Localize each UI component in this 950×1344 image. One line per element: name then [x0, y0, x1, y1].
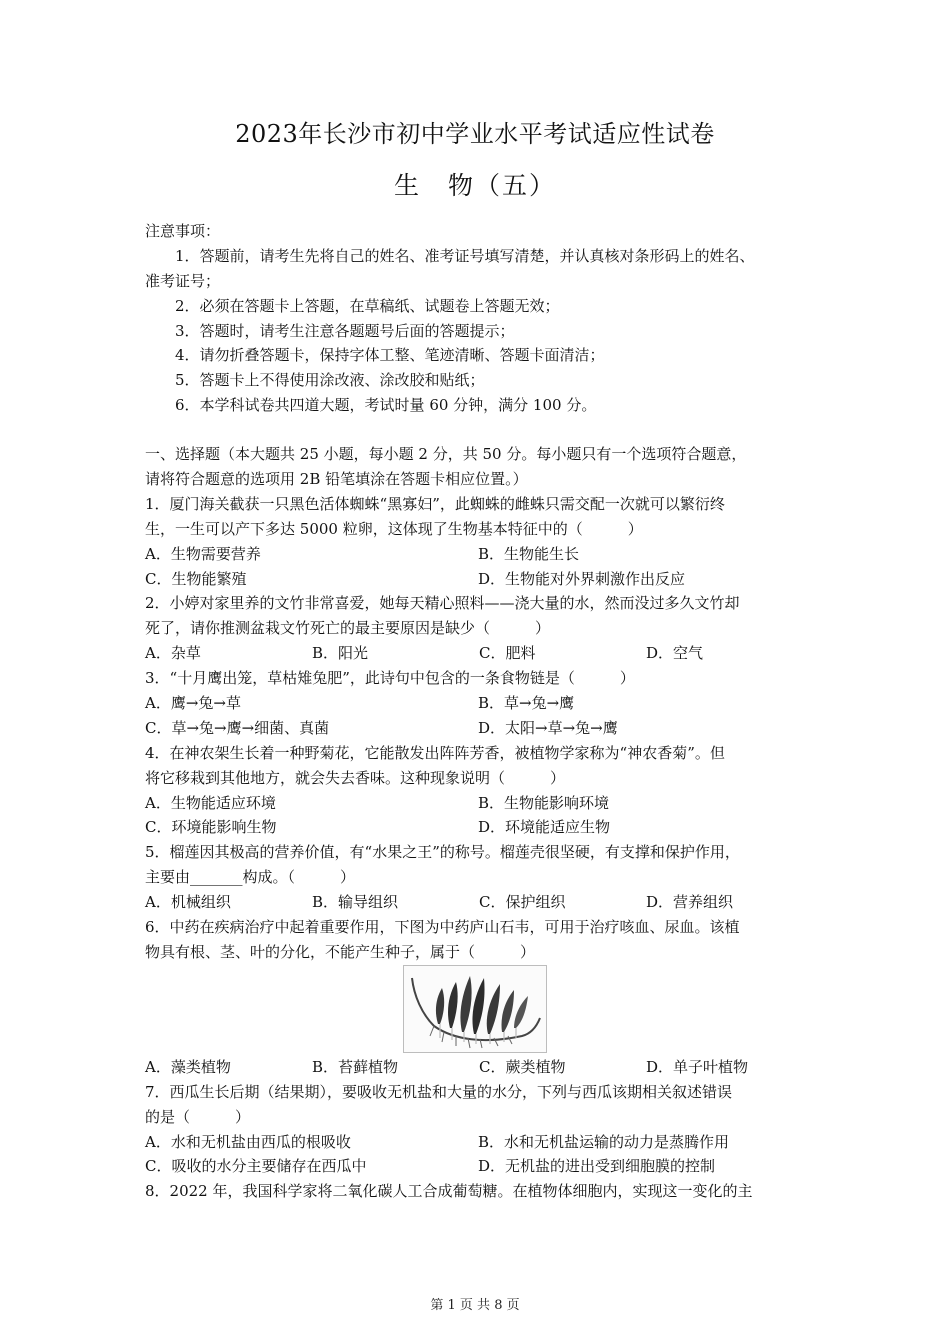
option-b: B．水和无机盐运输的动力是蒸腾作用: [478, 1132, 730, 1151]
option-a: A．鹰→兔→草: [145, 694, 241, 713]
option-a: A．生物能适应环境: [145, 793, 276, 812]
question-stem: 物具有根、茎、叶的分化，不能产生种子，属于（ ）: [145, 942, 536, 961]
question-stem: 主要由_______构成。（ ）: [145, 868, 356, 887]
option-c: C．生物能繁殖: [145, 569, 247, 588]
option-row: [145, 1154, 810, 1179]
question-stem: 将它移栽到其他地方，就会失去香味。这种现象说明（ ）: [145, 768, 566, 787]
question-stem: 3．“十月鹰出笼，草枯雉兔肥”，此诗句中包含的一条食物链是（ ）: [145, 669, 635, 688]
option-b: B．阳光: [312, 644, 369, 663]
question-stem: 8．2022 年，我国科学家将二氧化碳人工合成葡萄糖。在植物体细胞内，实现这一变化的主: [145, 1182, 753, 1201]
option-c: C．环境能影响生物: [145, 818, 277, 837]
option-b: B．苔藓植物: [312, 1057, 399, 1076]
notice-item: 5．答题卡上不得使用涂改液、涂改胶和贴纸；: [175, 371, 485, 390]
option-d: D．空气: [646, 644, 704, 663]
option-row: [145, 567, 810, 592]
question-stem: 5．榴莲因其极高的营养价值，有“水果之王”的称号。榴莲壳很坚硬，有支撑和保护作用，: [145, 843, 740, 862]
question-stem: 6．中药在疾病治疗中起着重要作用，下图为中药庐山石韦，可用于治疗咳血、尿血。该植: [145, 918, 740, 937]
page-title: 2023年长沙市初中学业水平考试适应性试卷: [235, 120, 715, 148]
notice-item: 6．本学科试卷共四道大题，考试时量 60 分钟，满分 100 分。: [175, 396, 597, 415]
option-c: C．肥料: [479, 644, 536, 663]
notice-item: 2．必须在答题卡上答题，在草稿纸、试题卷上答题无效；: [175, 296, 560, 315]
option-row: [145, 691, 810, 716]
section-heading: 一、选择题（本大题共 25 小题，每小题 2 分，共 50 分。每小题只有一个选项符合题意，: [145, 445, 747, 464]
option-d: D．无机盐的进出受到细胞膜的控制: [478, 1157, 716, 1176]
fern-illustration: [404, 966, 546, 1052]
notice-item-continued: 准考证号；: [145, 271, 221, 290]
option-d: D．太阳→草→兔→鹰: [478, 718, 618, 737]
question-stem: 的是（ ）: [145, 1107, 251, 1126]
exam-content: [145, 219, 810, 1204]
option-row: [145, 1055, 810, 1080]
option-a: A．生物需要营养: [145, 544, 261, 563]
notice-heading: 注意事项：: [145, 222, 221, 240]
notice-item: 3．答题时，请考生注意各题题号后面的答题提示；: [175, 321, 515, 340]
notice-item: 4．请勿折叠答题卡，保持字体工整、笔迹清晰、答题卡面清洁；: [175, 346, 605, 365]
option-b: B．生物能生长: [478, 544, 580, 563]
option-c: C．蕨类植物: [479, 1057, 566, 1076]
question-stem: 7．西瓜生长后期（结果期），要吸收无机盐和大量的水分，下列与西瓜该期相关叙述错误: [145, 1082, 733, 1101]
option-a: A．藻类植物: [145, 1057, 231, 1076]
fern-plant-figure: [403, 965, 547, 1053]
option-row: [145, 542, 810, 567]
option-row: [145, 716, 810, 741]
option-row: [145, 641, 810, 666]
option-d: D．营养组织: [646, 893, 734, 912]
option-row: [145, 1130, 810, 1155]
option-b: B．输导组织: [312, 893, 399, 912]
option-row: [145, 815, 810, 840]
page-number: 第 1 页 共 8 页: [430, 1298, 520, 1313]
spacer: [145, 418, 810, 442]
page-subtitle: 生 物（五）: [393, 171, 556, 200]
option-row: [145, 791, 810, 816]
option-a: A．水和无机盐由西瓜的根吸收: [145, 1132, 351, 1151]
figure-container: [145, 965, 810, 1055]
question-stem: 1．厦门海关截获一只黑色活体蜘蛛“黑寡妇”，此蜘蛛的雌蛛只需交配一次就可以繁衍终: [145, 494, 725, 513]
option-a: A．机械组织: [145, 893, 231, 912]
option-b: B．生物能影响环境: [478, 793, 610, 812]
question-stem: 死了，请你推测盆栽文竹死亡的最主要原因是缺少（ ）: [145, 619, 551, 638]
option-d: D．环境能适应生物: [478, 818, 611, 837]
question-stem: 4．在神农架生长着一种野菊花，它能散发出阵阵芳香，被植物学家称为“神农香菊”。但: [145, 743, 725, 762]
notice-item: 1．答题前，请考生先将自己的姓名、准考证号填写清楚，并认真核对条形码上的姓名、: [175, 246, 755, 265]
question-stem: 2．小婷对家里养的文竹非常喜爱，她每天精心照料——浇大量的水，然而没过多久文竹却: [145, 594, 740, 613]
option-c: C．吸收的水分主要储存在西瓜中: [145, 1157, 367, 1176]
option-d: D．单子叶植物: [646, 1057, 749, 1076]
option-d: D．生物能对外界刺激作出反应: [478, 569, 686, 588]
option-row: [145, 890, 810, 915]
option-c: C．草→兔→鹰→细菌、真菌: [145, 718, 330, 737]
option-c: C．保护组织: [479, 893, 566, 912]
section-heading: 请将符合题意的选项用 2B 铅笔填涂在答题卡相应位置。）: [145, 470, 528, 489]
option-a: A．杂草: [145, 644, 201, 663]
question-stem: 生，一生可以产下多达 5000 粒卵，这体现了生物基本特征中的（ ）: [145, 519, 643, 538]
option-b: B．草→兔→鹰: [478, 694, 575, 713]
